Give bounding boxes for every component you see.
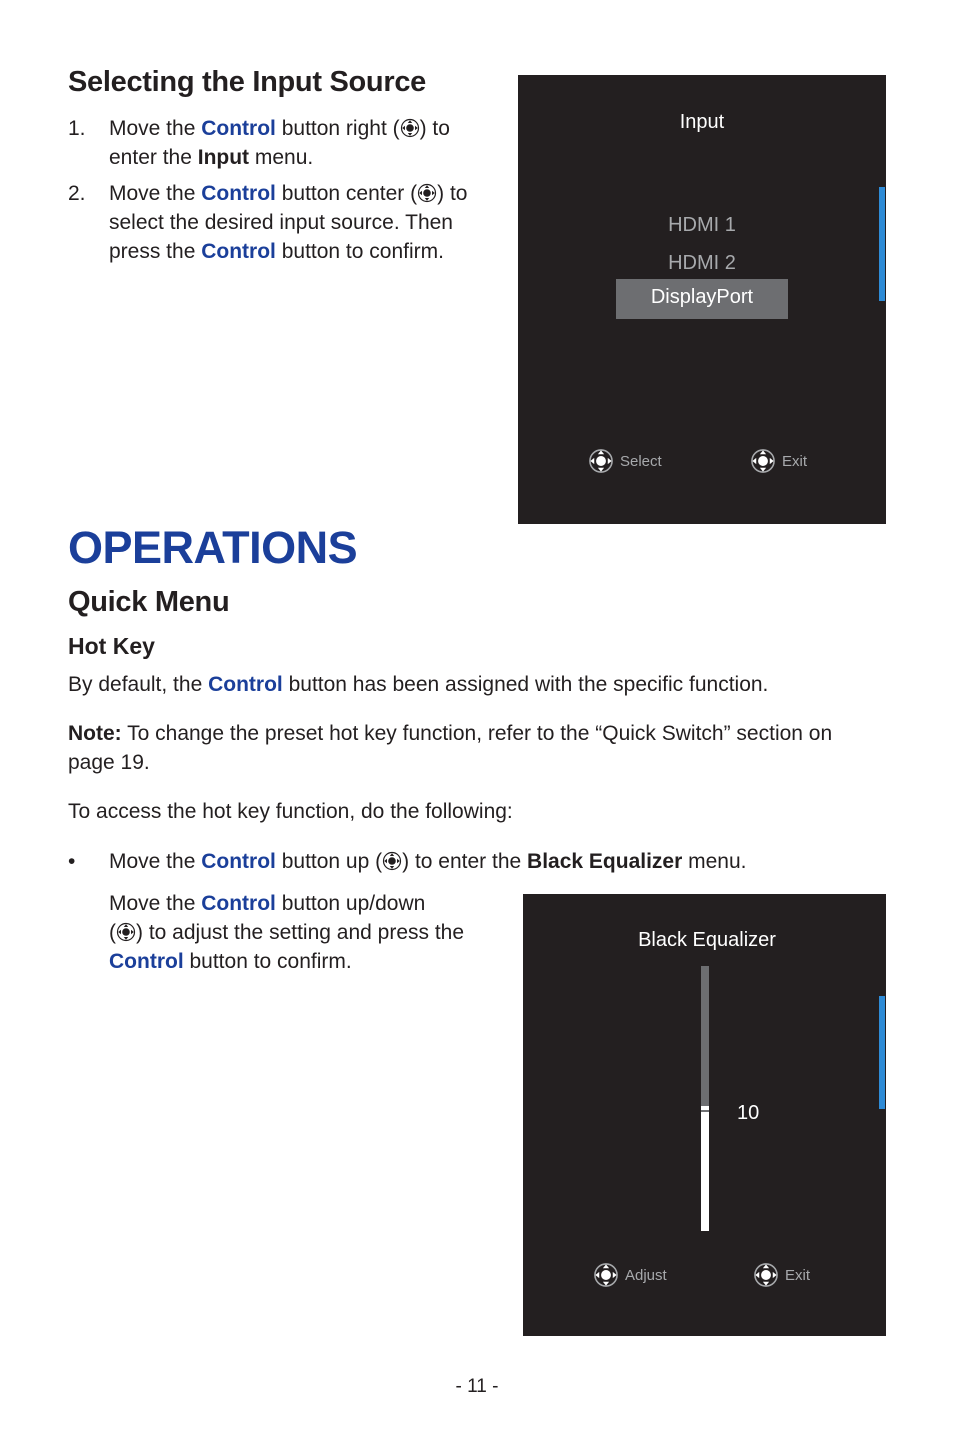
bullet-text: Move the Control button up ( ) to enter the Black Equalizer menu. — [109, 850, 747, 873]
slider-value: 10 — [737, 1102, 760, 1124]
joystick-up-icon — [382, 851, 402, 871]
osd-scroll-indicator — [879, 187, 885, 301]
osd-black-equalizer — [523, 894, 886, 1336]
osd-title: Input — [679, 111, 725, 133]
osd-footer-select: Select — [588, 448, 662, 474]
slider-handle[interactable] — [701, 1106, 709, 1110]
sub-instruction: Move the Control button up/down ( ) to adjust the setting and press the Control button to confirm. — [109, 892, 465, 973]
step-2-text: Move the Control button center ( ) to select the desired input source. Then press the Control button to confirm. — [109, 182, 468, 263]
step-number: 1. — [68, 117, 86, 140]
osd-footer-exit: Exit — [750, 448, 807, 474]
osd-footer-exit: Exit — [753, 1262, 810, 1288]
section-title-input-source: Selecting the Input Source — [68, 66, 426, 98]
osd-item-hdmi2[interactable]: HDMI 2 — [668, 252, 736, 274]
osd-item-displayport-selected[interactable]: DisplayPort — [616, 279, 788, 319]
joystick-center-icon — [417, 183, 437, 203]
osd-input-menu — [518, 75, 886, 524]
subsection-title-hot-key: Hot Key — [68, 633, 155, 659]
step-number: 2. — [68, 182, 86, 205]
note-paragraph: Note: To change the preset hot key function, refer to the “Quick Switch” section on page 19. — [68, 722, 833, 774]
joystick-updown-icon — [116, 922, 136, 942]
osd-scroll-indicator — [879, 996, 885, 1109]
osd-footer-adjust: Adjust — [593, 1262, 667, 1288]
step-1-text: Move the Control button right ( ) to enter the Input menu. — [109, 117, 450, 169]
joystick-right-icon — [400, 118, 420, 138]
joystick-icon — [750, 448, 776, 474]
joystick-icon — [753, 1262, 779, 1288]
section-title-quick-menu: Quick Menu — [68, 586, 230, 618]
paragraph-access: To access the hot key function, do the following: — [68, 800, 513, 823]
osd-title: Black Equalizer — [638, 929, 776, 951]
slider-fill — [701, 1112, 709, 1231]
osd-item-hdmi1[interactable]: HDMI 1 — [668, 214, 736, 236]
chapter-heading: OPERATIONS — [68, 522, 358, 573]
bullet-mark: • — [68, 850, 76, 873]
page-number: - 11 - — [455, 1376, 499, 1397]
joystick-icon — [588, 448, 614, 474]
paragraph-default: By default, the Control button has been assigned with the specific function. — [68, 673, 769, 696]
joystick-icon — [593, 1262, 619, 1288]
